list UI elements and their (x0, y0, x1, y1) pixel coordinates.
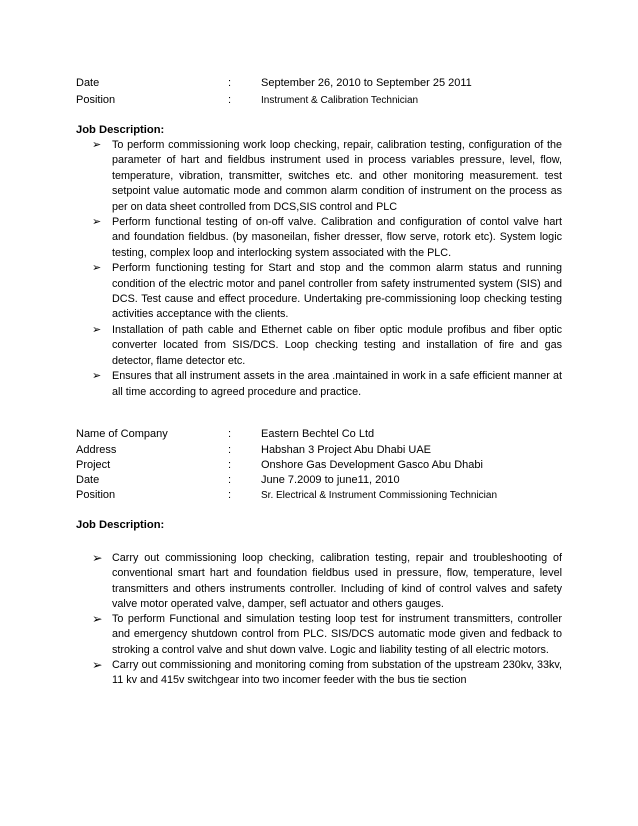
arrow-bullet-icon: ➢ (92, 262, 102, 275)
job1-bullet-list (92, 138, 562, 400)
list-item (92, 215, 562, 261)
company-label: Name of Company (76, 428, 168, 440)
job1-date-row (76, 76, 576, 91)
job2-company-row (76, 427, 576, 442)
job2-date-row (76, 473, 576, 488)
arrow-bullet-icon: ➢ (92, 551, 103, 565)
list-item (92, 612, 562, 658)
list-item-text: Installation of path cable and Ethernet cable on fiber optic module profibus and fiber optic converter located from SIS/DCS. Loop checking testing and installation of fire and gas detector, flame detector etc. (112, 323, 562, 367)
job1-position-row (76, 93, 576, 108)
separator: : (228, 77, 232, 89)
position-label: Position (76, 489, 116, 501)
list-item (92, 551, 562, 612)
separator: : (228, 489, 232, 501)
position-value: Instrument & Calibration Technician (261, 95, 419, 106)
separator: : (228, 444, 232, 456)
list-item-text: Carry out commissioning and monitoring coming from substation of the upstream 230kv, 33kv, 11 kv and 415v switchgear into two incomer feeder with the bus tie section (112, 659, 562, 687)
list-item-text: Perform functioning testing for Start and stop and the common alarm status and running condition of the electric motor and panel controller from safety instrumented system (SIS) and DCS. Test cause and effect procedure. Undertaking pre-commissioning loop checking testing activities acceptance with the clients. (112, 262, 562, 321)
list-item-text: To perform Functional and simulation testing loop test for instrument transmitters, controller and emergency shutdown control from PLC. SIS/DCS automatic mode given and fedback to stroking a control valve and shut down valve. Logic and liability testing of all electric motors. (112, 613, 562, 656)
separator: : (228, 459, 232, 471)
job2-description-heading: Job Description: (76, 519, 165, 531)
date-value: June 7.2009 to june11, 2010 (261, 474, 400, 486)
list-item-text: Ensures that all instrument assets in the area .maintained in work in a safe efficient manner at all time according to agreed procedure and practice. (112, 370, 562, 398)
job2-address-row (76, 443, 576, 458)
project-label: Project (76, 459, 111, 471)
job1-description-heading: Job Description: (76, 124, 165, 136)
job2-project-row (76, 458, 576, 473)
address-value: Habshan 3 Project Abu Dhabi UAE (261, 444, 431, 456)
position-label: Position (76, 94, 116, 106)
arrow-bullet-icon: ➢ (92, 323, 102, 336)
separator: : (228, 474, 232, 486)
date-value: September 26, 2010 to September 25 2011 (261, 77, 472, 89)
list-item (92, 261, 562, 323)
separator: : (228, 94, 232, 106)
date-label: Date (76, 474, 100, 486)
address-label: Address (76, 444, 117, 456)
job2-bullet-list (92, 551, 562, 689)
separator: : (228, 428, 232, 440)
list-item-text: Perform functional testing of on-off valve. Calibration and configuration of contol valve hart and foundation fieldbus. (by masoneilan, fisher dresser, flow serve, rotork etc). System logic testing, complex loop and interlocking system associated with the PLC. (112, 216, 562, 259)
arrow-bullet-icon: ➢ (92, 658, 103, 673)
list-item (92, 658, 562, 689)
list-item-text: Carry out commissioning loop checking, calibration testing, repair and troubleshooting of conventional smart hart and foundation fieldbus used in pressure, flow, temperature, level transmitters and others instruments controller. Including of kind of control valves and safety valve motor operated valve, damper, sefl actuator and others gauges. (112, 552, 562, 610)
list-item (92, 138, 562, 215)
arrow-bullet-icon: ➢ (92, 370, 102, 383)
date-label: Date (76, 77, 100, 89)
job2-position-row (76, 488, 576, 503)
arrow-bullet-icon: ➢ (92, 216, 102, 229)
position-value: Sr. Electrical & Instrument Commissioning Technician (261, 490, 498, 501)
list-item (92, 323, 562, 369)
arrow-bullet-icon: ➢ (92, 612, 103, 627)
list-item-text: To perform commissioning work loop checking, repair, calibration testing, configuration of the parameter of hart and fieldbus instrument used in process variables pressure, level, flow, temperature, vibration, transmitter, switches etc. and other monitoring measurement. test setpoint value automatic mode and common alarm condition of instrument on the process as per on data sheet controlled from DCS,SIS control and PLC (112, 139, 562, 213)
company-value: Eastern Bechtel Co Ltd (261, 428, 375, 440)
arrow-bullet-icon: ➢ (92, 139, 102, 151)
project-value: Onshore Gas Development Gasco Abu Dhabi (261, 459, 483, 471)
list-item (92, 369, 562, 400)
